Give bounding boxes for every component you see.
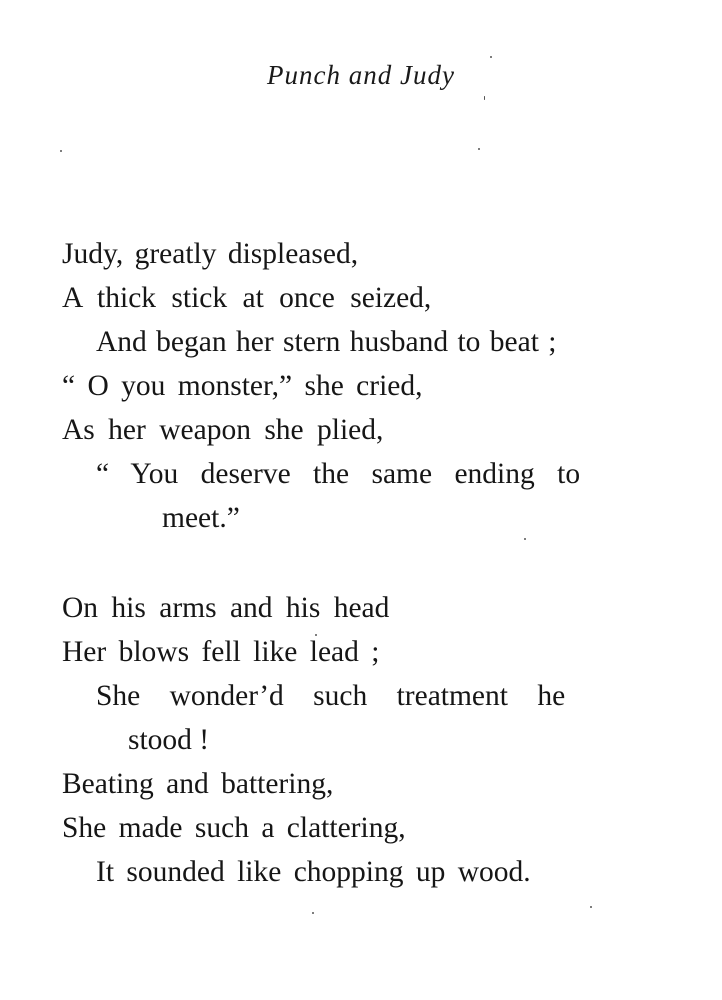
poem-line: And began her stern husband to beat ; (96, 326, 557, 358)
print-speck (60, 150, 62, 152)
poem-line: Her blows fell like lead ; (62, 636, 380, 668)
poem-line: Judy, greatly displeased, (62, 238, 359, 270)
poem-line: “ You deserve the same ending to (96, 458, 581, 490)
print-speck (524, 538, 526, 540)
poem-line: As her weapon she plied, (62, 414, 384, 446)
poem-line: She made such a clattering, (62, 812, 406, 844)
print-speck (490, 56, 492, 58)
print-speck (590, 906, 592, 908)
poem-line: Beating and battering, (62, 768, 334, 800)
print-speck (478, 148, 480, 150)
poem-line: It sounded like chopping up wood. (96, 856, 531, 888)
poem-line: stood ! (128, 724, 210, 756)
print-speck (484, 96, 485, 100)
print-speck (315, 634, 317, 636)
running-title: Punch and Judy (267, 60, 455, 90)
poem-line: She wonder’d such treatment he (96, 680, 566, 712)
poem-line: “ O you monster,” she cried, (62, 370, 423, 402)
print-speck (312, 912, 314, 914)
poem-line: On his arms and his head (62, 592, 390, 624)
poem-line: meet.” (162, 502, 240, 534)
poem-line: A thick stick at once seized, (62, 282, 432, 314)
